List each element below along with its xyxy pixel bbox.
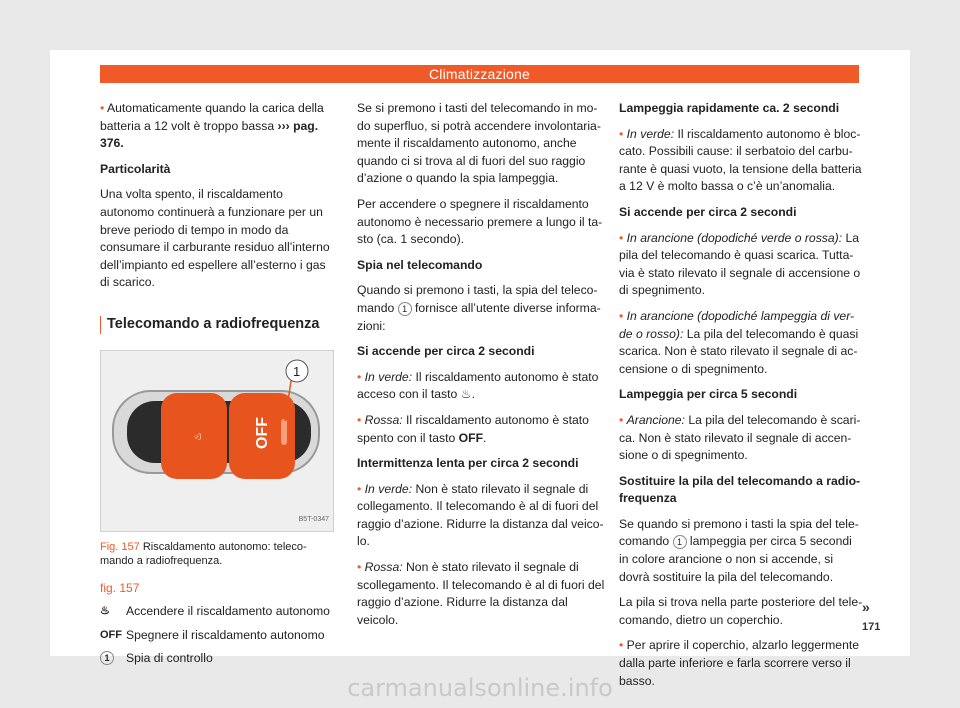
bullet-battery: • Automaticamente quando la carica della batteria a 12 volt è troppo bassa ››› pag. 376. (100, 101, 324, 151)
column-2 (357, 100, 607, 637)
page-number: 171 (862, 621, 881, 633)
column-3 (619, 100, 863, 698)
callout-number: 1 (673, 535, 687, 549)
paragraph-spia: Quando si premono i tasti, la spia del teleco-mando 1 fornisce all’utente diverse informa-zioni: (357, 283, 601, 333)
paragraph-particolarita: Una volta spento, il riscaldamento autonomo continuerà a funzionare per un breve periodo di tempo in modo da consumare il carburante residuo all’interno dell’impianto ed espellere all’esterno i gas di scarico. (100, 187, 330, 290)
bullet-lamp-verde: • In verde: Il riscaldamento autonomo è bloc-cato. Possibili cause: il serbatoio del carbu-rante è quasi vuoto, la tensione della batteria a 12 V è molto bassa o c’è un’anomalia. (619, 126, 862, 194)
heat-icon: ♨ (193, 431, 204, 441)
watermark: carmanualsonline.info (347, 674, 613, 702)
callout-1: 1 (293, 363, 301, 379)
bullet-int-verde: • In verde: Non è stato rilevato il segnale di collegamento. Il telecomando è al di fuori del raggio d’azione. Ridurre la distanza dal veico-lo. (357, 481, 604, 549)
off-label: OFF (254, 416, 271, 449)
bullet-icon: • (100, 101, 105, 115)
heading-particolarita: Particolarità (100, 161, 171, 176)
paragraph-2: Per accendere o spegnere il riscaldamento autonomo è necessario premere a lungo il ta-sto (ca. 1 secondo). (357, 196, 603, 247)
bullet-arancione-1: • In arancione (dopodiché verde o rossa): La pila del telecomando è quasi scarica. Tutta-via è stato rilevato il segnale di accensione o di spegnimento. (619, 230, 861, 298)
figure-caption: Fig. 157 Riscaldamento autonomo: teleco-mando a radiofrequenza. (100, 540, 307, 567)
bullet-arancione-3: • Arancione: La pila del telecomando è scari-ca. Non è stato rilevato il segnale di accen-sione o di spegnimento. (619, 412, 861, 463)
paragraph-pila: La pila si trova nella parte posteriore del tele-comando, dietro un coperchio. (619, 595, 863, 627)
chapter-header: Climatizzazione (100, 65, 859, 83)
off-icon: OFF (458, 430, 484, 445)
heading-lampeggia-5: Lampeggia per circa 5 secondi (619, 387, 798, 402)
bullet-rosso: • Rossa: Il riscaldamento autonomo è stato spento con il tasto OFF. (357, 412, 589, 445)
bullet-verde: • In verde: Il riscaldamento autonomo è stato acceso con il tasto ♨. (357, 369, 599, 402)
heading-lampeggia-rapido: Lampeggia rapidamente ca. 2 secondi (619, 101, 840, 115)
callout-number: 1 (398, 302, 412, 316)
bullet-arancione-2: • In arancione (dopodiché lampeggia di ver-de o rosso): La pila del telecomando è quasi scarica. Non è stato rilevato il segnale di ac-censione o di spegnimento. (619, 308, 859, 376)
bullet-coperchio: • Per aprire il coperchio, alzarlo leggermente dalla parte inferiore e farla scorrere verso il basso. (619, 638, 860, 688)
legend-off: OFF Spegnere il riscaldamento autonomo (100, 627, 332, 645)
figure-ref[interactable]: fig. 157 (100, 580, 140, 595)
section-title: Telecomando a radiofrequenza (100, 316, 332, 334)
off-icon: OFF (100, 628, 122, 641)
bullet-int-rossa: • Rossa: Non è stato rilevato il segnale di scollegamento. Il telecomando è al di fuori del raggio d’azione. Ridurre la distanza dal veicolo. (357, 560, 605, 627)
heading-spia: Spia nel telecomando (357, 257, 483, 272)
heat-icon: ♨ (100, 605, 110, 618)
remote-figure (100, 350, 334, 532)
heat-icon: ♨ (460, 387, 472, 402)
callout-number: 1 (100, 651, 114, 665)
heading-intermittenza: Intermittenza lenta per circa 2 secondi (357, 456, 579, 471)
column-1 (100, 100, 332, 674)
paragraph-sostituire: Se quando si premono i tasti la spia del tele-comando 1 lampeggia per circa 5 secondi in colore arancione o non si accende, si dovrà sostituire la pila del telecomando. (619, 516, 859, 584)
heading-acc2: Si accende per circa 2 secondi (619, 204, 797, 219)
remote-illustration (101, 351, 333, 531)
continue-arrow: » (862, 599, 870, 615)
paragraph-1: Se si premono i tasti del telecomando in mo-do superfluo, si potrà accendere involontaria-mente il riscaldamento autonomo, anche quando ci si trova al di fuori del suo raggio d’azione o quando la spia lampeggia. (357, 101, 601, 186)
heading-sostituire: Sostituire la pila del telecomando a radio-frequenza (619, 473, 861, 506)
page-link[interactable]: ››› pag. 376. (100, 118, 319, 151)
heading-acc2: Si accende per circa 2 secondi (357, 344, 535, 359)
figure-code: B5T-0347 (298, 515, 329, 523)
legend-spia: 1 Spia di controllo (100, 650, 332, 668)
legend-heat: ♨ Accendere il riscaldamento autonomo (100, 603, 332, 621)
